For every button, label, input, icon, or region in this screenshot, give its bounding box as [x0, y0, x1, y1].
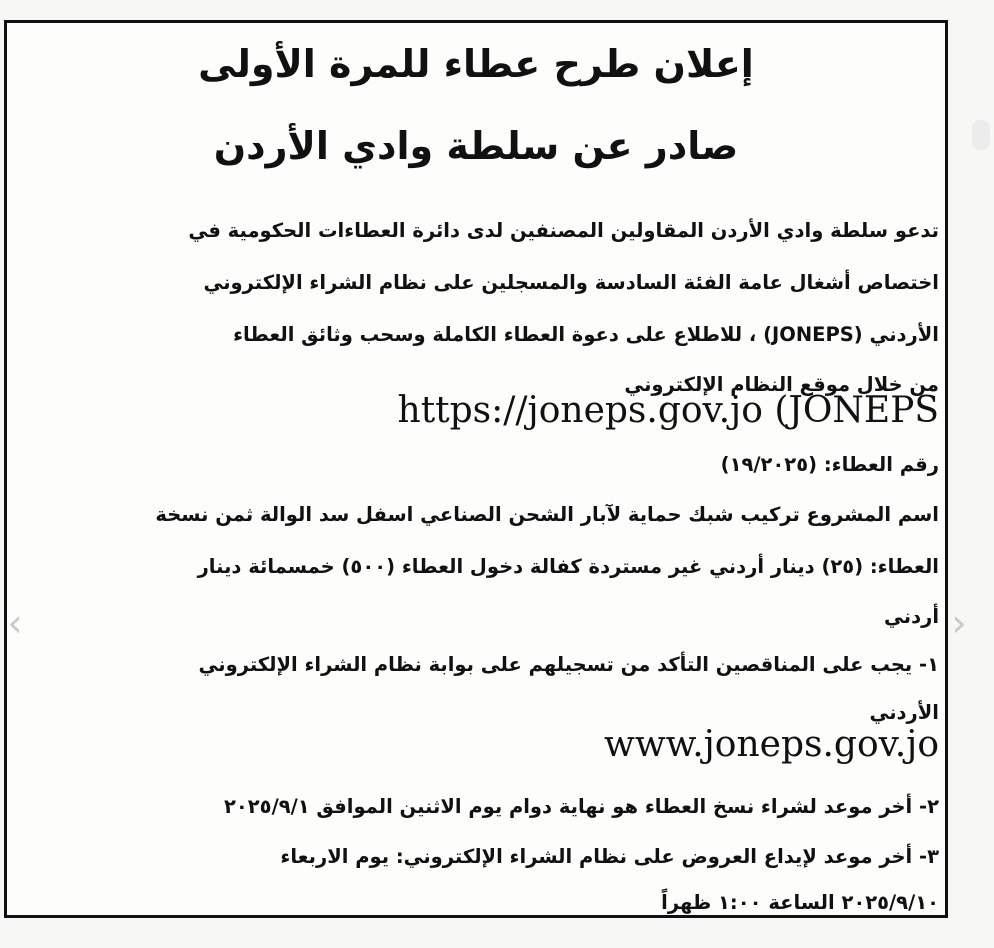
condition1-line-1: ١- يجب على المناقصين التأكد من تسجيلهم على بوابة نظام الشراء الإلكتروني [198, 653, 939, 676]
body-line-2: اختصاص أشغال عامة الفئة السادسة والمسجلين على نظام الشراء الإلكتروني [203, 271, 939, 294]
chevron-left-icon[interactable]: ‹ [7, 601, 23, 645]
joneps-website: www.joneps.gov.jo [604, 724, 939, 765]
body-line-3: الأردني (JONEPS) ، للاطلاع على دعوة العطاء الكاملة وسحب وثائق العطاء [233, 323, 939, 346]
condition2: ٢- أخر موعد لشراء نسخ العطاء هو نهاية دوام يوم الاثنين الموافق ٢٠٢٥/٩/١ [223, 795, 939, 818]
tender-number: رقم العطاء: (١٩/٢٠٢٥) [720, 453, 939, 476]
condition1-line-2: الأردني [869, 701, 939, 724]
notice-title-line2: صادر عن سلطة وادي الأردن [213, 124, 739, 168]
notice-frame [4, 20, 948, 918]
project-line-2: العطاء: (٢٥) دينار أردني غير مستردة كفالة دخول العطاء (٥٠٠) خمسمائة دينار [197, 555, 939, 578]
body-line-1: تدعو سلطة وادي الأردن المقاولين المصنفين لدى دائرة العطاءات الحكومية في [188, 219, 939, 242]
project-line-1: اسم المشروع تركيب شبك حماية لآبار الشحن الصناعي اسفل سد الوالة ثمن نسخة [155, 503, 939, 526]
portal-url: https://joneps.gov.jo (JONEPS [397, 390, 939, 431]
condition3-line-2: ٢٠٢٥/٩/١٠ الساعة ١:٠٠ ظهراً [661, 891, 939, 914]
next-page-edge [972, 120, 990, 150]
project-line-3: أردني [884, 605, 939, 628]
condition3-line-1: ٣- أخر موعد لإيداع العروض على نظام الشراء الإلكتروني: يوم الاربعاء [280, 845, 939, 868]
notice-document [13, 23, 939, 915]
chevron-right-icon[interactable]: › [951, 601, 967, 645]
body-line-4: من خلال موقع النظام الإلكتروني [624, 373, 939, 396]
notice-title-line1: إعلان طرح عطاء للمرة الأولى [198, 42, 754, 86]
